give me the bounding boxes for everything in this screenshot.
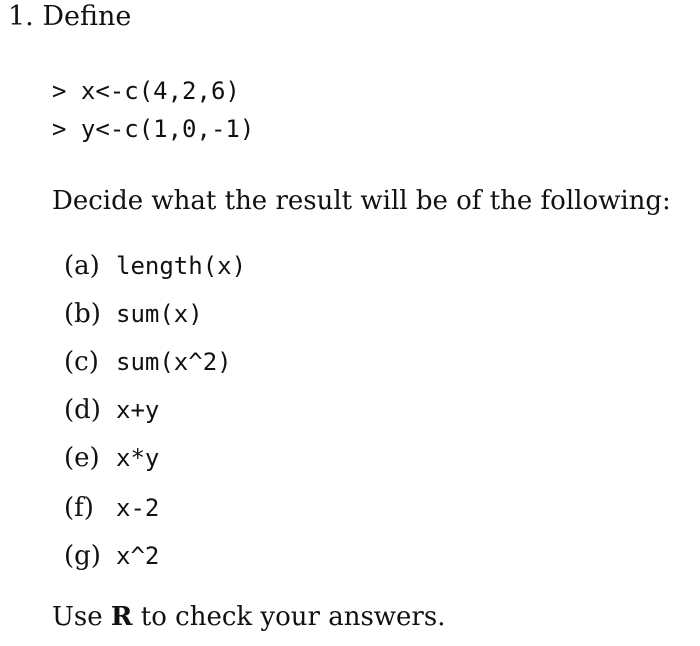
list-item (64, 441, 159, 475)
item-code: x+y (116, 396, 160, 424)
list-item (64, 393, 159, 427)
list-item (64, 539, 159, 573)
item-code: x*y (116, 444, 160, 472)
item-label: (g) (64, 541, 101, 571)
item-label: (e) (64, 443, 100, 473)
item-code: x^2 (116, 542, 160, 570)
list-item (64, 345, 232, 379)
closing-text (52, 602, 445, 632)
list-item (64, 491, 159, 525)
closing-text-end: to check your answers. (132, 602, 446, 632)
item-code: sum(x) (116, 300, 203, 328)
item-label: (b) (64, 299, 101, 329)
list-item (64, 249, 246, 283)
item-label: (d) (64, 395, 101, 425)
item-label: (c) (64, 347, 99, 377)
exercise-heading: 1. Define (8, 1, 132, 32)
list-item (64, 297, 203, 331)
code-line-y: > y<-c(1,0,-1) (52, 115, 255, 143)
item-label: (a) (64, 251, 100, 281)
item-label: (f) (64, 493, 94, 523)
item-code: sum(x^2) (116, 348, 232, 376)
closing-text-start: Use (52, 602, 111, 632)
r-language-name: R (110, 602, 133, 632)
item-code: length(x) (116, 252, 247, 280)
instruction-text: Decide what the result will be of the following: (52, 186, 671, 216)
item-code: x-2 (116, 494, 160, 522)
code-line-x: > x<-c(4,2,6) (52, 77, 240, 105)
